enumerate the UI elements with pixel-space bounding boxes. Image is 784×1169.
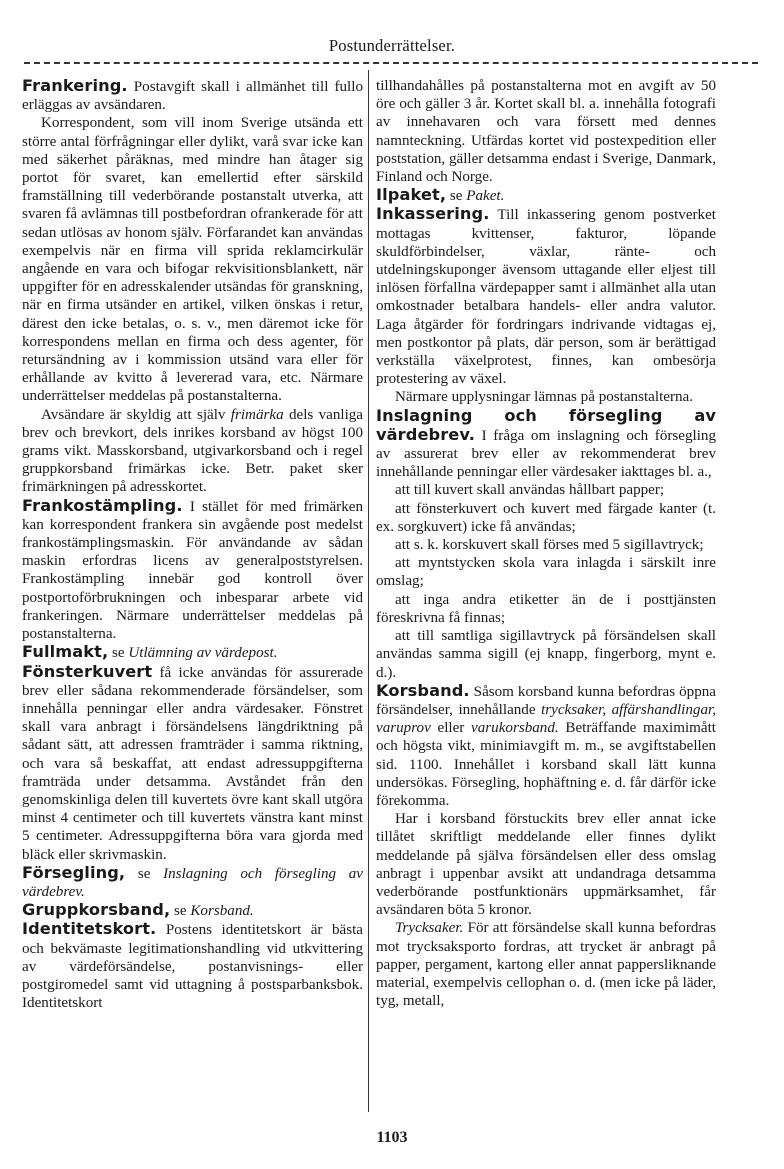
header-rule: [24, 62, 758, 64]
entry-text: Till inkassering genom postverket mottagas kvittenser, fakturor, löpande skuldförbindelser, växlar, ränte- och utdelningskuponger ävensom uttagande eller eljest till inlösen förfallna värdepapper samt i allmänhet alla utan omkostnader betalbara handels- eller andra valutor. Laga åtgärder för fordringars indrivande vidtagas ej, men postkontor på plats, där person, som är berättigad verkställa växelprotest, finnes, kan ombesörja protestering av växel.: [376, 207, 716, 388]
paragraph-text: dels vanliga brev och brevkort, dels inrikes korsband av högst 100 grams vikt. Masskorsband, utgivarkorsband och i regel gruppkorsband frimärkas icke. Betr. paket sker frimärkningen på adresskortet.: [22, 406, 363, 496]
emphasis: trycksaker, affärshandlingar, varuprov: [376, 701, 716, 737]
entry-heading: Frankostämpling.: [22, 495, 183, 515]
list-item: att till samtliga sigillavtryck på försändelsen skall användas samma sigill (ej knapp, fingerborg, mynt e. d.).: [376, 628, 716, 681]
page-header: Postunderrättelser.: [328, 36, 456, 55]
entry-text: I fråga om inslagning och försegling av assurerat brev eller av rekommenderat brev innehållande penningar eller värdesaker iakttages bl. a.,: [376, 427, 716, 481]
list-item: att myntstycken skola vara inlagda i särskilt inre omslag;: [376, 555, 716, 590]
entry-heading: Fullmakt,: [22, 642, 109, 662]
entry-fonsterkuvert: [22, 663, 363, 864]
see-label: se: [449, 188, 463, 205]
paragraph-text: Avsändare är skyldig att själv: [41, 406, 226, 423]
entry-text: I stället för med frimärken kan korrespondent frankera sin avgående post medelst frankostämplingsmaskin. För användande av sådan maskin erfordras licens av generalpoststyrelsen. Frankostämpling innebär god kontroll över postportoförbrukningen och inbesparar arbete vid frankeringen. Närmare underrättelser meddelas på postanstalterna.: [22, 498, 363, 643]
entry-fullmakt: [22, 643, 363, 662]
entry-text: få icke användas för assurerade brev eller sådana rekommenderade försändelser, som innehålla penningar eller andra värdesaker. Fönstret skall vara anbragt i försändelsens längdriktning på sådant sätt, att adressen framträder i samma riktning, och vara så beskaffat, att endast adressuppgifterna framträda under detsamma. Avståndet från den genomskinliga delen till kuvertets övre kant skall utgöra minst 4 centimeter och till kuvertets vänstra kant minst 5 centimeter. Adressuppgifterna böra vara gjorda med bläck eller skrivmaskin.: [22, 664, 363, 863]
cross-reference: Korsband.: [190, 903, 254, 920]
entry-heading: Identitetskort.: [22, 919, 157, 939]
list-item: att s. k. korskuvert skall förses med 5 sigillavtryck;: [395, 537, 704, 554]
cross-reference: Utlämning av värdepost.: [128, 645, 278, 662]
right-column: [376, 77, 716, 1105]
continued-paragraph: tillhandahålles på postanstalterna mot en avgift av 50 öre och gäller 3 år. Kortet skall bl. a. innehålla fotografi av innehavaren och vara försett med dennes namnteckning. Utfärdas kortet vid postexpedition eller poststation, gäller detsamma endast i Sverige, Danmark, Finland och Norge.: [376, 78, 716, 186]
page-number: 1103: [376, 1129, 408, 1146]
entry-text: Postavgift skall i allmänhet till fullo erläggas av avsändaren.: [22, 79, 363, 114]
entry-inslagning: [376, 407, 716, 482]
entry-heading: Frankering.: [22, 77, 128, 95]
cross-reference: Paket.: [466, 188, 505, 205]
entry-heading: Ilpaket,: [376, 185, 447, 205]
entry-heading: Korsband.: [376, 680, 470, 700]
entry-text: Såsom korsband kunna befordras öppna försändelser, innehållande: [376, 683, 716, 718]
emphasis: frimärka: [230, 406, 284, 423]
entry-heading: Gruppkorsband,: [22, 900, 171, 920]
column-divider: [368, 70, 369, 1112]
entry-frankostampling: [22, 497, 363, 644]
paragraph: Korrespondent, som vill inom Sverige utsända ett större antal förfrågningar eller dylikt, varå svar icke kan med säkerhet påräknas, med mindre han åtager sig portot för svaret, kan emellertid efter särskild framställning till vederbörande postanstalt utverka, att svaren få avlämnas till postbefordran ofrankerade för att sedan utlösas av honom själv. Förfarandet kan användas exempelvis när en firma vill sprida reklamcirkulär angående en vara och bifogar rekvisitionsblankett, när uppgifter för en adresskalender utsändas för granskning, när en firma utsänder en artikel, vilken önskas i retur, därest den icke betalas, o. s. v., men däremot icke för korrespondens mellan en firma och dess agenter, för retursändning av i kommission utsänd vara eller för erhållande av kvitto å levererad vara, etc. Närmare underrättelser meddelas på postanstalterna.: [22, 115, 363, 405]
paragraph: Närmare upplysningar lämnas på postanstalterna.: [395, 389, 694, 406]
entry-identitetskort: [22, 920, 363, 1012]
entry-heading: Försegling,: [22, 862, 126, 882]
entry-heading: Fönsterkuvert: [22, 661, 153, 681]
list-item: att fönsterkuvert och kuvert med färgade kanter (t. ex. sorgkuvert) icke få användas;: [376, 500, 716, 535]
list-item: att till kuvert skall användas hållbart papper;: [395, 482, 665, 499]
entry-ilpaket: [376, 186, 716, 205]
see-label: se: [112, 645, 125, 662]
entry-text: eller: [437, 720, 465, 737]
entry-text: Beträffande maximimått och högsta vikt, minimiavgift m. m., se avgiftstabellen sid. 1100. Innehållet i korsband skall lätt kunna undersökas. Försegling, hophäftning e. d. får därför icke förekomma.: [376, 720, 716, 809]
see-label: se: [174, 903, 187, 920]
left-column: [22, 77, 363, 1105]
list-item: att inga andra etiketter än de i posttjänsten föreskrivna få finnas;: [376, 591, 716, 626]
emphasis: varukorsband.: [471, 720, 559, 737]
paragraph: [376, 919, 716, 1010]
entry-forsegling: [22, 864, 363, 901]
entry-frankering: [22, 77, 363, 114]
cross-reference: Inslagning och försegling av värdebrev.: [22, 865, 363, 900]
entry-gruppkorsband: [22, 901, 363, 920]
entry-heading: Inkassering.: [376, 204, 490, 224]
paragraph: [22, 406, 363, 497]
entry-text: Postens identitetskort är bästa och bekvämaste legitimationshandling vid utkvittering av värdeförsändelse, postanvisnings- eller postgiromedel samt vid uttagning å postsparbanksbok. Identitetskort: [22, 922, 363, 1012]
entry-korsband: [376, 682, 716, 810]
emphasis: Trycksaker.: [395, 920, 464, 937]
entry-heading: Inslagning och försegling av värdebrev.: [376, 405, 716, 444]
paragraph: Har i korsband förstuckits brev eller annat icke tillåtet skriftligt meddelande eller finnes dylikt meddelande på själva försändelsen eller dess omslag anbragt i uppenbar avsikt att undandraga detsamma vederbörande postfunktionärs uppmärksamhet, får avsändaren böta 5 kronor.: [376, 811, 716, 919]
entry-inkassering: [376, 205, 716, 388]
paragraph-text: För att försändelse skall kunna befordras mot trycksaksporto fordras, att trycket är anbragt på papper, pergament, kartong eller annat pappersliknande material, exempelvis cellophan o. d. (men icke på läder, tyg, metall,: [376, 920, 716, 1010]
see-label: se: [137, 865, 151, 882]
